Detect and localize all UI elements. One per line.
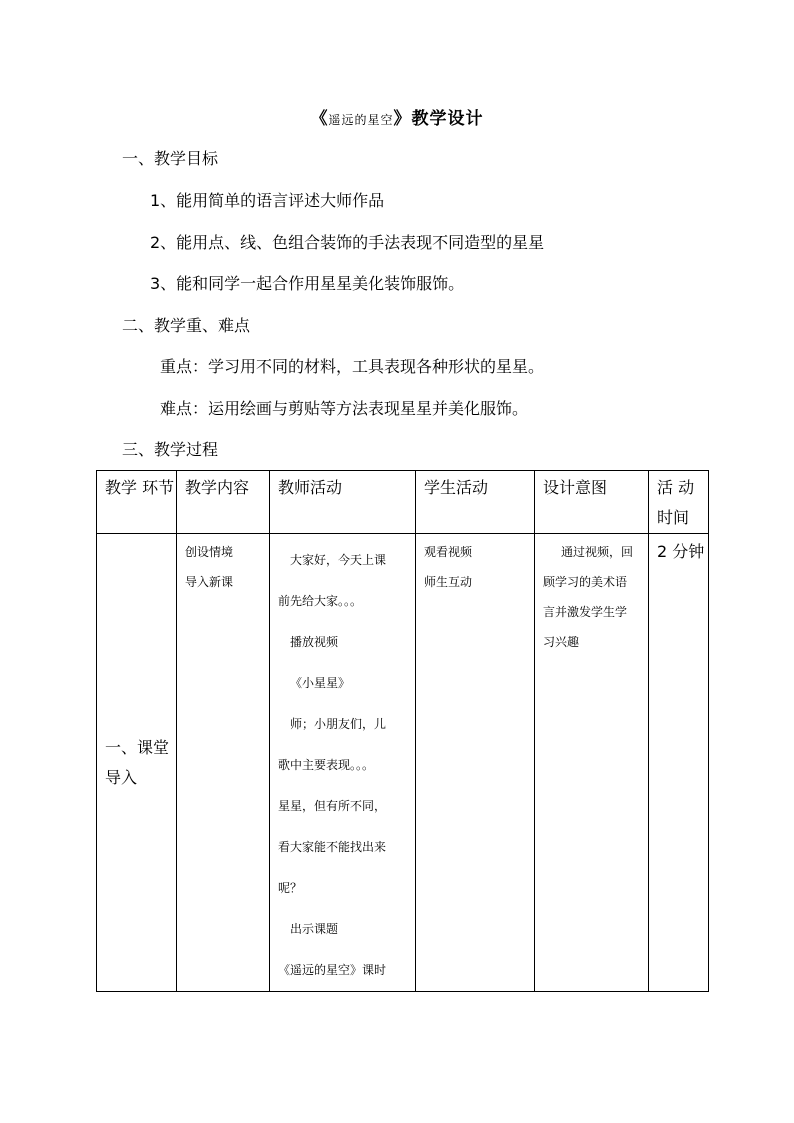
header-time: 活 动 时间 [649,471,709,534]
student-activity-cell: 观看视频 师生互动 [416,534,535,992]
header-stage: 教学 环节 [97,471,177,534]
key-points-heading: 二、教学重、难点 [122,316,251,335]
header-content: 教学内容 [177,471,270,534]
process-heading: 三、教学过程 [122,440,219,459]
header-student-activity: 学生活动 [416,471,535,534]
time-cell: 2 分钟 [649,534,709,992]
key-point: 重点：学习用不同的材料，工具表现各种形状的星星。 [160,357,545,376]
page-title [0,104,794,129]
goals-heading: 一、教学目标 [122,149,219,168]
header-teacher-activity: 教师活动 [270,471,416,534]
table-row [97,534,709,992]
stage-cell: 一、课堂 导入 [97,534,177,992]
table-header-row [97,471,709,534]
title-prefix: 《 [310,109,329,129]
difficult-point: 难点：运用绘画与剪贴等方法表现星星并美化服饰。 [160,399,529,418]
teaching-process-table [96,470,709,992]
teacher-activity-cell: 大家好，今天上课 前先给大家。。。 播放视频 《小星星》 师；小朋友们，儿 歌中主要表现。。。 星星，但有所不同， 看大家能不能找出来 呢？ 出示课题 《遥远的星空》课时 [270,534,416,992]
content-cell: 创设情境 导入新课 [177,534,270,992]
title-book-name: 遥远的星空 [328,113,394,127]
goal-item-3: 3、能和同学一起合作用星星美化装饰服饰。 [150,274,465,293]
title-suffix: 》教学设计 [393,109,484,129]
design-intent-cell: 通过视频，回 顾学习的美术语 言并激发学生学 习兴趣 [535,534,649,992]
header-design-intent: 设计意图 [535,471,649,534]
goal-item-2: 2、能用点、线、色组合装饰的手法表现不同造型的星星 [150,233,545,252]
goal-item-1: 1、能用简单的语言评述大师作品 [150,191,385,210]
